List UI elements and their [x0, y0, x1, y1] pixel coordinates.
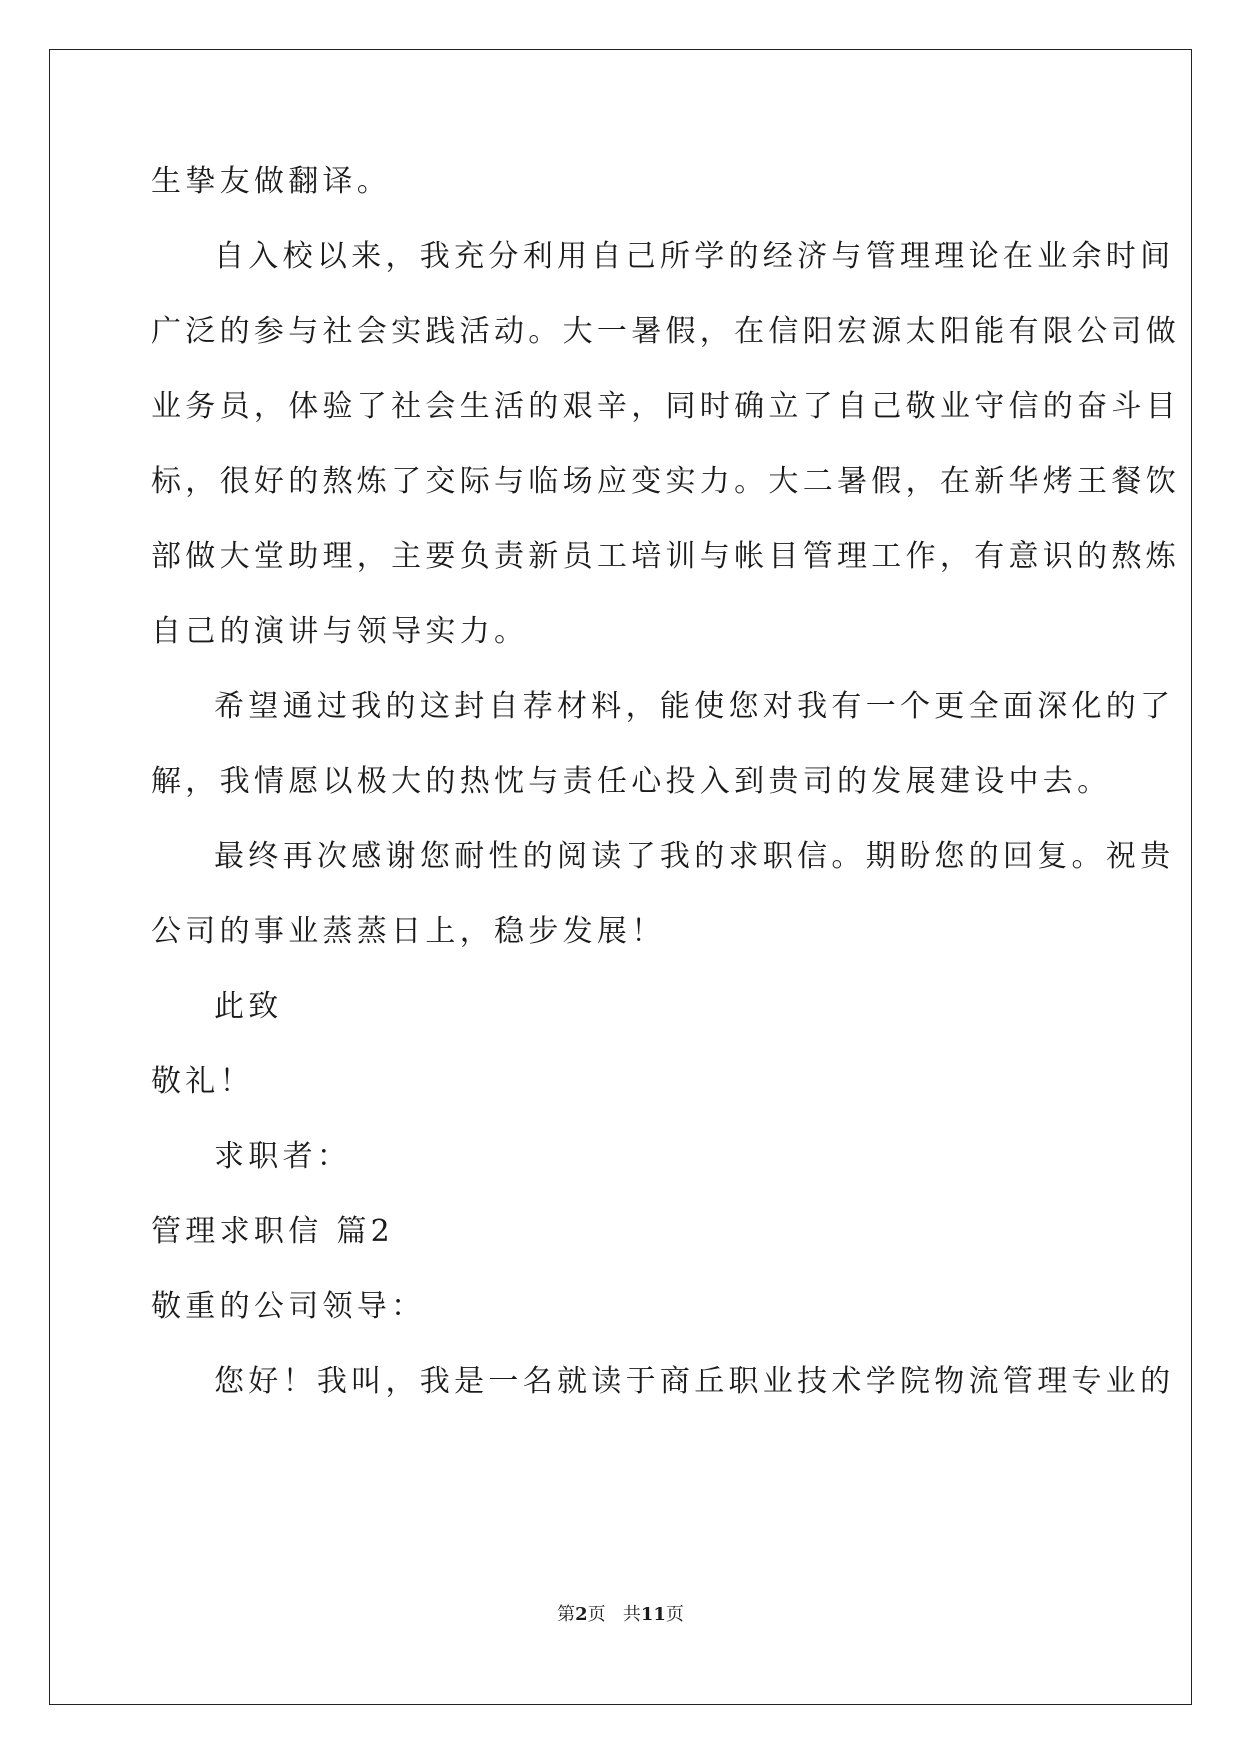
- text-line: 部做大堂助理，主要负责新员工培训与帐目管理工作，有意识的熬炼: [151, 539, 1180, 574]
- salutation-line: 敬礼！: [151, 1064, 254, 1099]
- text-line: 解，我情愿以极大的热忱与责任心投入到贵司的发展建设中去。: [151, 764, 1112, 799]
- page-footer: [0, 1600, 1241, 1626]
- footer-page-prefix: 第: [557, 1604, 576, 1625]
- paragraph-start-line: 自入校以来，我充分利用自己所学的经济与管理理论在业余时间: [214, 239, 1175, 274]
- section-heading: 管理求职信 篇2: [151, 1214, 395, 1249]
- footer-total-number: 11: [640, 1604, 666, 1625]
- paragraph-start-line: 希望通过我的这封自荐材料，能使您对我有一个更全面深化的了: [214, 689, 1175, 724]
- footer-page-suffix: 页: [587, 1604, 606, 1625]
- paragraph-start-line: 您好！我叫，我是一名就读于商丘职业技术学院物流管理专业的: [214, 1364, 1175, 1399]
- text-line: 自己的演讲与领导实力。: [151, 614, 529, 649]
- text-line: 业务员，体验了社会生活的艰辛，同时确立了自己敬业守信的奋斗目: [151, 389, 1180, 424]
- footer-total-suffix: 页: [665, 1604, 684, 1625]
- signature-label: 求职者：: [214, 1139, 352, 1174]
- footer-total-prefix: 共: [622, 1604, 641, 1625]
- closing-line: 此致: [214, 989, 283, 1024]
- text-line: 标，很好的熬炼了交际与临场应变实力。大二暑假，在新华烤王餐饮: [151, 464, 1180, 499]
- footer-page-number: 2: [575, 1604, 588, 1625]
- text-line: 生挚友做翻译。: [151, 164, 392, 199]
- greeting-line: 敬重的公司领导：: [151, 1289, 426, 1324]
- paragraph-start-line: 最终再次感谢您耐性的阅读了我的求职信。期盼您的回复。祝贵: [214, 839, 1175, 874]
- text-line: 广泛的参与社会实践活动。大一暑假，在信阳宏源太阳能有限公司做: [151, 314, 1180, 349]
- text-line: 公司的事业蒸蒸日上，稳步发展！: [151, 914, 666, 949]
